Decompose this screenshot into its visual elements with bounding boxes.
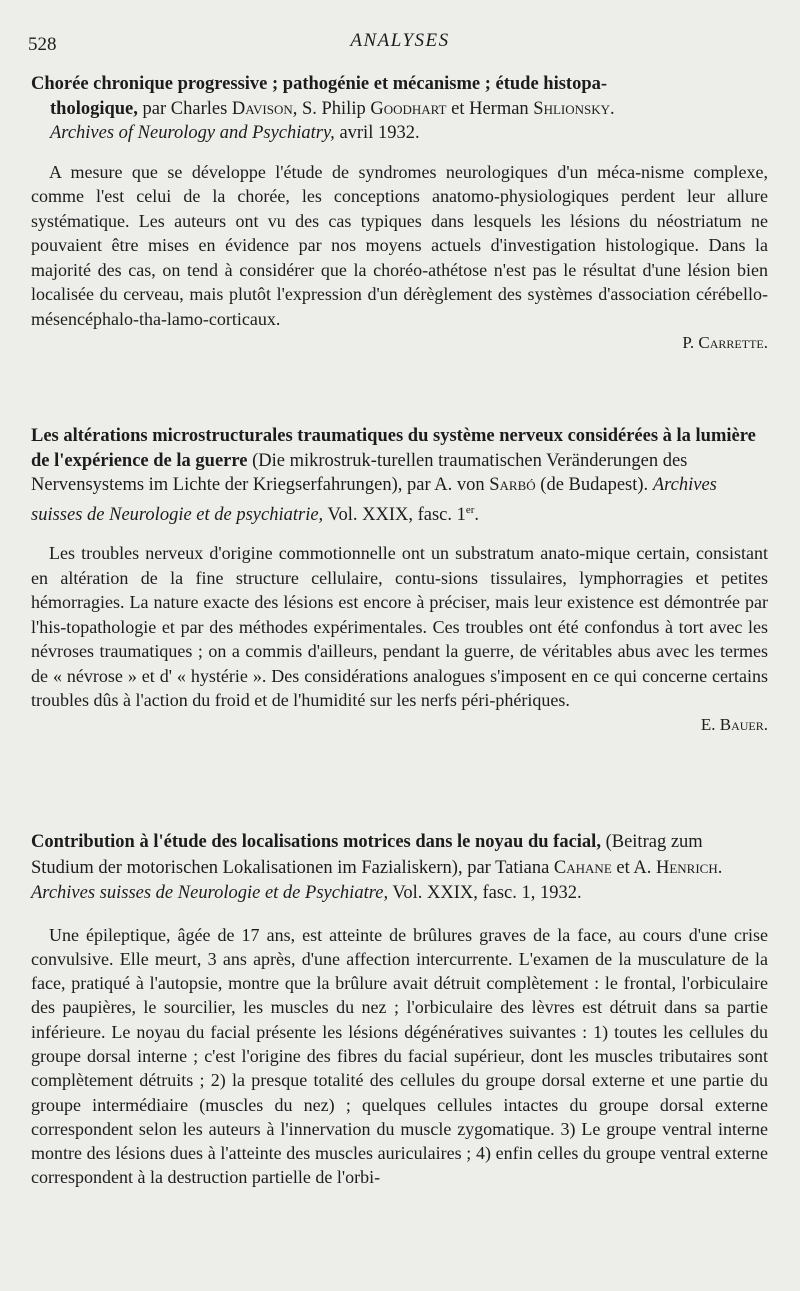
article-body: Une épileptique, âgée de 17 ans, est atteinte de brûlures graves de la face, au cours d'une crise convulsive. Elle meurt, 3 ans après, d'une affection intercurrente. L'examen de la musculature de la face, pratiqué à l'autopsie, montre que la brûlure avait détruit complètement : le frontal, l'orbiculaire des paupières, le sourcilier, les muscles du nez ; l'orbiculaire des lèvres est détruit dans sa partie inférieure. Le noyau du facial présente les lésions dégénératives suivantes : 1) toutes les cellules du groupe dorsal interne ; c'est l'origine des fibres du facial supérieur, dont les muscles tributaires sont complètement détruits ; 2) la presque totalité des cellules du groupe dorsal externe et une partie du groupe intermédiaire (muscles du nez) ; quelques cellules intactes du groupe dorsal externe correspondent selon les auteurs à l'innervation du muscle zygomatique. 3) Le groupe ventral interne montre des lésions dues à l'atteinte des muscles auriculaires ; 4) enfin celles du groupe ventral externe correspondent à la destruction partielle de l'orbi-: [31, 924, 768, 1188]
article-title-cont: thologique,: [50, 98, 138, 119]
author-name: Davison: [231, 98, 293, 119]
reviewer-signature: E. Bauer.: [700, 714, 768, 734]
article-title: Les altérations microstructurales traumatiques du système nerveux considérées à la lumière de l'expérience de la guerre: [31, 426, 756, 471]
author-name: Sarbó: [489, 475, 536, 495]
publication-date: avril 1932.: [334, 123, 420, 143]
author-name: Henrich: [655, 857, 718, 878]
article-body: A mesure que se développe l'étude de syndromes neurologiques d'un méca-nisme complexe, comme l'est celui de la chorée, les conceptions anatomo-physiologiques perdent leur allure systématique. Les auteurs ont vu des cas typiques dans lesquels les lésions du néostriatum ne pouvaient être mises en évidence par nos moyens actuels d'investigation histologique. Dans la majorité des cas, on tend à considérer que la choréo-athétose n'est pas le résultat d'une lésion bien localisée du cerveau, mais plutôt l'expression d'un dérèglement des systèmes d'association cérébello-mésencéphalo-tha-lamo-corticaux.: [31, 161, 768, 329]
journal-name: Archives of Neurology and Psychiatry,: [50, 123, 335, 143]
article-war-trauma: [31, 424, 768, 735]
article-body: Les troubles nerveux d'origine commotionnelle ont un substratum anato-mique certain, consistant en altération de la fine structure cellulaire, contu-sions tissulaires, lymphorragies et petites hémorragies. La nature exacte des lésions est encore à préciser, mais leur existence est démontrée par l'his-topathologie et par des méthodes expérimentales. Ces troubles ont été confondus à tort avec les névroses traumatiques ; on a commis d'ailleurs, pendant la guerre, de véritables abus avec les termes de « névrose » et d' « hystérie ». Des considérations analogues s'imposent en ce qui concerne certains troubles dûs à l'action du froid et de l'humidité sur les nerfs péri-phériques.: [31, 543, 768, 711]
author-name: Cahane: [553, 857, 612, 878]
author-name: Shlionsky: [533, 98, 611, 119]
journal-name: Archives suisses de Neurologie et de psychiatrie,: [31, 475, 717, 525]
reviewer-signature: P. Carrette.: [682, 333, 768, 352]
journal-name: Archives suisses de Neurologie et de Psychiatre,: [31, 883, 389, 903]
article-chorea: [31, 72, 768, 353]
article-facial-nucleus: [31, 830, 768, 1190]
author-name: Goodhart: [370, 98, 447, 119]
article-title-block: Contribution à l'étude des localisations motrices dans le noyau du facial, (Beitrag zum Studium der motorischen Lokalisationen im Fazialiskern), par Tatiana Cahane et A. Henrich. Archives suisses de Neurologie et de Psychiatre, Vol. XXIX, fasc. 1, 1932.: [31, 832, 723, 903]
article-title-block: Les altérations microstructurales traumatiques du système nerveux considérées à la lumière de l'expérience de la guerre (Die mikrostruk-turellen traumatischen Veränderungen des Nervensystems im Lichte der Kriegserfahrungen), par A. von Sarbó (de Budapest). Archives suisses de Neurologie et de psychiatrie, Vol. XXIX, fasc. 1er.: [31, 426, 756, 525]
running-header: [26, 30, 774, 60]
article-title: Contribution à l'étude des localisations motrices dans le noyau du facial,: [31, 832, 601, 852]
article-title: Chorée chronique progressive ; pathogénie et mécanisme ; étude histopa-: [31, 74, 608, 94]
article-title-block: Chorée chronique progressive ; pathogénie et mécanisme ; étude histopa- thologique, par Charles Davison, S. Philip Goodhart et Herman Shlionsky. Archives of Neurology and Psychiatry, avril 1932.: [31, 74, 615, 143]
header-title: ANALYSES: [350, 30, 450, 51]
page-number: 528: [28, 34, 57, 55]
